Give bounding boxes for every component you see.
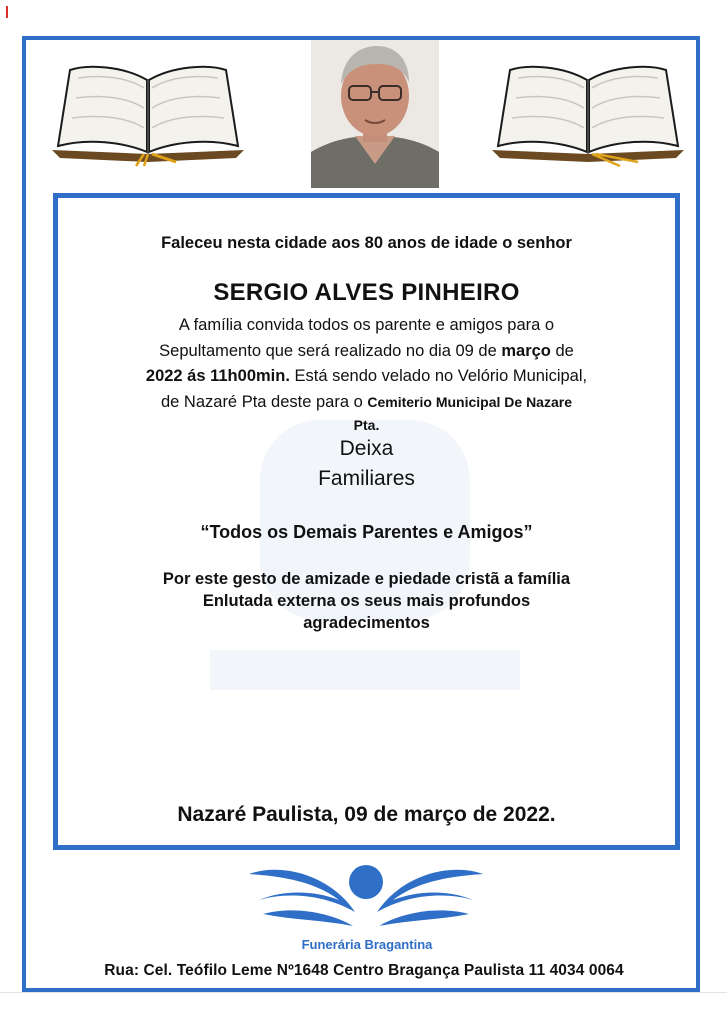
- deixa-text: Deixa: [339, 437, 394, 460]
- funeraria-logo-icon: [243, 856, 489, 936]
- company-address: Rua: Cel. Teófilo Leme Nº1648 Centro Bragança Paulista 11 4034 0064: [104, 962, 624, 979]
- company-name: Funerária Bragantina: [301, 937, 433, 952]
- invitation-line-3: 2022 ás 11h00min. Está sendo velado no Velório Municipal,: [145, 367, 588, 385]
- red-mark: [6, 6, 8, 18]
- page-edge-line: [0, 992, 727, 993]
- open-bible-icon: [488, 58, 688, 168]
- intro-text: Faleceu nesta cidade aos 80 anos de idade o senhor: [161, 234, 572, 252]
- open-bible-icon: [48, 58, 248, 168]
- deceased-name: SERGIO ALVES PINHEIRO: [213, 279, 520, 306]
- thanks-line-2: Enlutada externa os seus mais profundos: [202, 592, 531, 610]
- invitation-line-5: Pta.: [353, 417, 380, 433]
- invitation-line-1: A família convida todos os parente e amigos para o: [178, 316, 555, 334]
- thanks-line-1: Por este gesto de amizade e piedade cristã a família: [162, 570, 571, 588]
- deceased-portrait: [311, 40, 439, 188]
- invitation-line-2: Sepultamento que será realizado no dia 09 de março de: [159, 342, 574, 360]
- invitation-line-4: de Nazaré Pta deste para o Cemiterio Municipal De Nazare: [160, 393, 572, 411]
- place-date: Nazaré Paulista, 09 de março de 2022.: [177, 803, 556, 826]
- quote-text: “Todos os Demais Parentes e Amigos”: [200, 522, 533, 542]
- thanks-line-3: agradecimentos: [303, 614, 430, 632]
- familiares-text: Familiares: [318, 467, 415, 490]
